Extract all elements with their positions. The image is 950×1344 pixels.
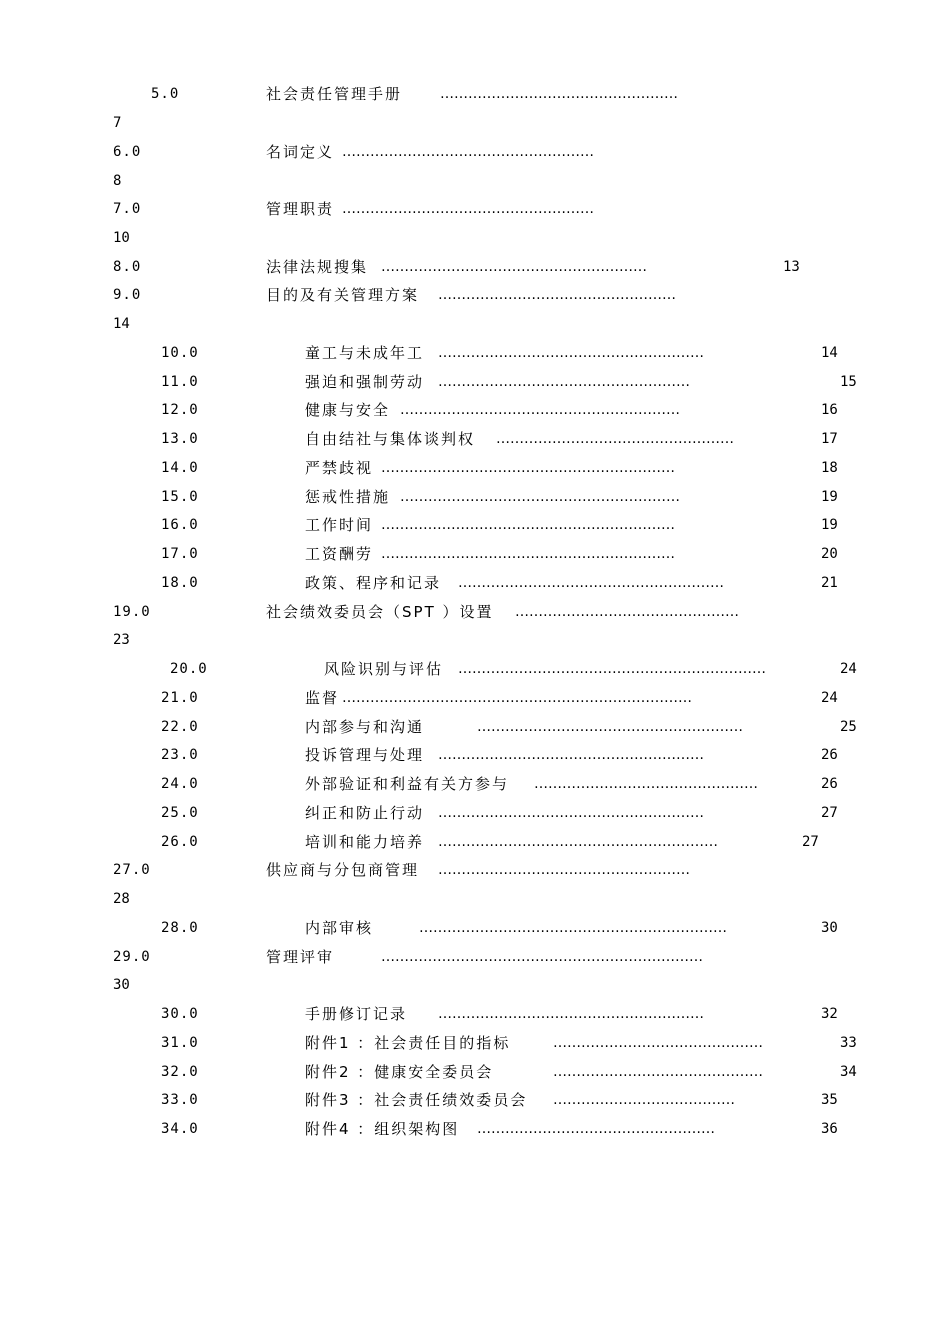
toc-page-number: 27 [821, 805, 838, 821]
toc-title: 附件2 ：健康安全委员会 [305, 1063, 494, 1081]
toc-title: 供应商与分包商管理 [266, 861, 420, 879]
toc-leader: ………………………………………………………………… [342, 690, 692, 706]
toc-page-number: 18 [821, 460, 838, 476]
toc-title: 附件1 ：社会责任目的指标 [305, 1034, 511, 1052]
toc-leader: ………………………………………………… [438, 345, 704, 361]
toc-leader: ……………………………………………………… [381, 460, 675, 476]
toc-leader: ………………………………………………… [438, 747, 704, 763]
toc-title: 健康与安全 [305, 401, 391, 419]
toc-page-number: 8 [113, 173, 122, 189]
toc-number: 33.0 [161, 1092, 199, 1108]
toc-number: 16.0 [161, 517, 199, 533]
toc-title: 严禁歧视 [305, 459, 374, 477]
toc-page-number: 25 [840, 719, 857, 735]
toc-number: 34.0 [161, 1121, 199, 1137]
toc-number: 11.0 [161, 374, 199, 390]
toc-number: 21.0 [161, 690, 199, 706]
toc-leader: ………………………………………………… [458, 575, 724, 591]
toc-leader: …………………………………………… [496, 431, 734, 447]
toc-leader: …………………………………………… [440, 86, 678, 102]
toc-leader: ……………………………………… [553, 1064, 763, 1080]
toc-number: 27.0 [113, 862, 151, 878]
toc-number: 19.0 [113, 604, 151, 620]
toc-leader: ………………………………………… [515, 604, 739, 620]
toc-title: 管理职责 [266, 200, 335, 218]
toc-number: 31.0 [161, 1035, 199, 1051]
toc-title: 自由结社与集体谈判权 [305, 430, 476, 448]
toc-page-number: 30 [821, 920, 838, 936]
toc-number: 22.0 [161, 719, 199, 735]
toc-title: 社会绩效委员会（SPT ）设置 [266, 603, 494, 621]
toc-leader: ……………………………………………… [342, 201, 594, 217]
toc-title: 风险识别与评估 [324, 660, 444, 678]
toc-title: 培训和能力培养 [305, 833, 425, 851]
toc-title: 名词定义 [266, 143, 335, 161]
toc-leader: ………………………………………………………… [458, 661, 766, 677]
toc-leader: ……………………………………………………… [381, 546, 675, 562]
toc-page-number: 27 [802, 834, 819, 850]
toc-leader: ………………………………………………… [438, 805, 704, 821]
toc-title: 童工与未成年工 [305, 344, 425, 362]
toc-title: 手册修订记录 [305, 1005, 408, 1023]
toc-title: 内部审核 [305, 919, 374, 937]
toc-page-number: 33 [840, 1035, 857, 1051]
toc-leader: ………………………………………………… [438, 1006, 704, 1022]
toc-title: 监督 [305, 689, 340, 707]
toc-leader: …………………………………………………… [400, 402, 680, 418]
toc-title: 附件4 ：组织架构图 [305, 1120, 460, 1138]
toc-number: 28.0 [161, 920, 199, 936]
toc-page-number: 17 [821, 431, 838, 447]
toc-title: 政策、程序和记录 [305, 574, 442, 592]
toc-leader: ……………………………………………… [342, 144, 594, 160]
toc-number: 15.0 [161, 489, 199, 505]
toc-page-number: 26 [821, 776, 838, 792]
toc-number: 29.0 [113, 949, 151, 965]
toc-page-number: 34 [840, 1064, 857, 1080]
toc-leader: …………………………………………… [438, 287, 676, 303]
toc-page-number: 24 [840, 661, 857, 677]
toc-leader: …………………………………………………… [438, 834, 718, 850]
toc-number: 20.0 [170, 661, 208, 677]
toc-page-number: 36 [821, 1121, 838, 1137]
toc-title: 投诉管理与处理 [305, 746, 425, 764]
toc-page-number: 19 [821, 517, 838, 533]
toc-number: 6.0 [113, 144, 142, 160]
toc-page-number: 13 [783, 259, 800, 275]
toc-number: 9.0 [113, 287, 142, 303]
toc-title: 管理评审 [266, 948, 335, 966]
toc-page-number: 20 [821, 546, 838, 562]
toc-page-number: 19 [821, 489, 838, 505]
toc-number: 32.0 [161, 1064, 199, 1080]
toc-number: 25.0 [161, 805, 199, 821]
toc-title: 法律法规搜集 [266, 258, 369, 276]
toc-page-number: 15 [840, 374, 857, 390]
toc-page-number: 32 [821, 1006, 838, 1022]
toc-page-number: 24 [821, 690, 838, 706]
toc-number: 5.0 [151, 86, 180, 102]
toc-leader: …………………………………………………………… [381, 949, 703, 965]
toc-page-number: 16 [821, 402, 838, 418]
toc-leader: ……………………………………………… [438, 862, 690, 878]
toc-leader: ……………………………………………… [438, 374, 690, 390]
toc-number: 26.0 [161, 834, 199, 850]
toc-title: 目的及有关管理方案 [266, 286, 420, 304]
toc-page-number: 14 [113, 316, 130, 332]
toc-leader: …………………………………………… [477, 1121, 715, 1137]
toc-leader: ………………………………………………………… [419, 920, 727, 936]
toc-title: 社会责任管理手册 [266, 85, 403, 103]
toc-number: 12.0 [161, 402, 199, 418]
toc-page-number: 30 [113, 977, 130, 993]
toc-leader: ……………………………………………………… [381, 517, 675, 533]
toc-page-number: 35 [821, 1092, 838, 1108]
toc-page-number: 23 [113, 632, 130, 648]
toc-title: 工作时间 [305, 516, 374, 534]
toc-page-number: 7 [113, 115, 122, 131]
toc-number: 18.0 [161, 575, 199, 591]
toc-number: 10.0 [161, 345, 199, 361]
toc-page-number: 28 [113, 891, 130, 907]
toc-leader: …………………………………………………… [400, 489, 680, 505]
toc-title: 工资酬劳 [305, 545, 374, 563]
toc-page-number: 10 [113, 230, 130, 246]
toc-title: 惩戒性措施 [305, 488, 391, 506]
toc-number: 13.0 [161, 431, 199, 447]
toc-leader: ………………………………… [553, 1092, 735, 1108]
toc-leader: ………………………………………………… [381, 259, 647, 275]
toc-number: 8.0 [113, 259, 142, 275]
toc-number: 24.0 [161, 776, 199, 792]
toc-leader: ………………………………………………… [477, 719, 743, 735]
toc-title: 外部验证和利益有关方参与 [305, 775, 510, 793]
toc-title: 内部参与和沟通 [305, 718, 425, 736]
toc-number: 14.0 [161, 460, 199, 476]
toc-title: 强迫和强制劳动 [305, 373, 425, 391]
toc-title: 纠正和防止行动 [305, 804, 425, 822]
toc-page-number: 21 [821, 575, 838, 591]
toc-number: 23.0 [161, 747, 199, 763]
toc-page-number: 26 [821, 747, 838, 763]
toc-number: 7.0 [113, 201, 142, 217]
toc-number: 30.0 [161, 1006, 199, 1022]
toc-leader: ………………………………………… [534, 776, 758, 792]
toc-number: 17.0 [161, 546, 199, 562]
toc-title: 附件3 ：社会责任绩效委员会 [305, 1091, 528, 1109]
toc-leader: ……………………………………… [553, 1035, 763, 1051]
toc-page-number: 14 [821, 345, 838, 361]
